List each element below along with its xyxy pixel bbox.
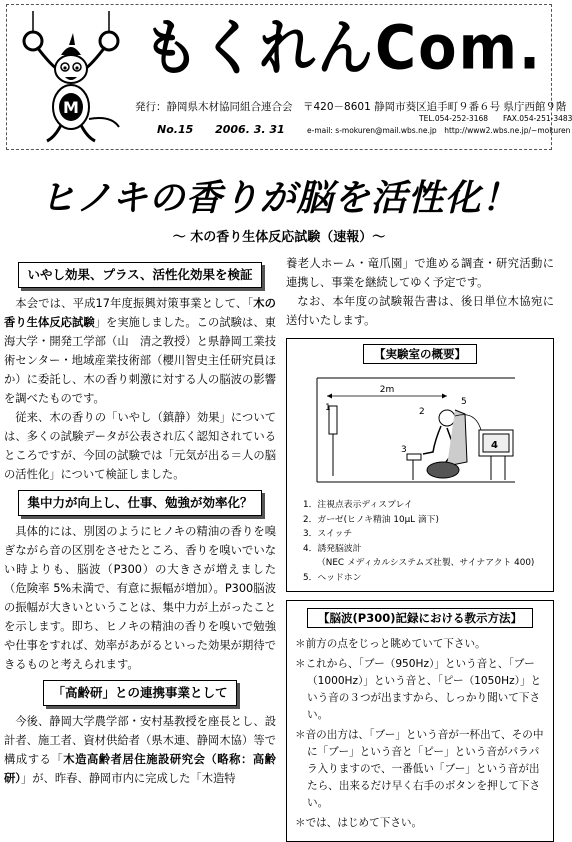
paragraph-6: なお、本年度の試験報告書は、後日単位木協宛に送付いたします。 — [286, 295, 554, 327]
instructions-title-wrap — [295, 609, 545, 628]
paragraph-4-text-c: 」が、昨春、静岡市内に完成した「木造特 — [20, 772, 236, 785]
paragraph-4-text-a: 今後、静岡大学農学部・安村基教授を座長とし、設計者、施工者、資材供給者（県木連、静岡木協）等で構成する「 — [4, 715, 276, 766]
instructions-title: 【脳波(P300)記録における教示方法】 — [307, 608, 533, 628]
paragraph-1-bold: 木の香り生体反応試験 — [4, 297, 276, 329]
paragraph-2: 従来、木の香りの「いやし（鎮静）効果」については、多くの試験データが公表され広く認知されているところですが、今回の試験では「元気が出る＝人の脳の活性化」について検証しました。 — [4, 411, 276, 481]
legend-item-2: 2．ガーゼ(ヒノキ精油 10μL 滴下) — [303, 514, 439, 525]
masthead — [6, 4, 572, 150]
paragraph-3: 具体的には、別図のようにヒノキの精油の香りを嗅ぎながら音の区別をさせたところ、香りを嗅いでいない時よりも、脳波（P300）の大きさが増えました（危険率 5%未満で、有意に振幅が増加）。P300脳波の振幅が大きいということは、集中力が上がったことを示します。即ち、ヒノキの精油の香りを嗅いで勉強や仕事をすれば、効率があがるといった効果が期待できるものと考えられます。 — [4, 525, 276, 671]
mascot-letter: M — [63, 98, 79, 117]
tel-fax: TEL.054-252-3168 FAX.054-251-3483 — [419, 114, 572, 123]
paragraph-1-text-c: 」を実施しました。この試験は、東海大学・開発工学部（山 清之教授）と県静岡工業技術センター・地域産業技術部（櫻川智史主任研究員ほか）に委託し、木の香り刺激に対する人の脳波の影響を調べたものです。 — [4, 316, 276, 405]
instruction-item: ＊前方の点をじっと眺めていて下さい。 — [295, 638, 486, 650]
section-heading-2: 集中力が向上し、仕事、勉強が効率化？ — [18, 490, 261, 516]
issue-info — [157, 123, 303, 136]
instruction-item: ＊これから、「ブー（950Hz）」という音と、「ブー（1000Hz）」という音と、「ピー（1050Hz）」という音の３つが出ますから、しっかり聞いて下さい。 — [295, 658, 542, 721]
paragraph-1-text-a: 本会では、平成17年度振興対策事業として、「 — [15, 297, 254, 310]
publisher-info: 発行：静岡県木材協同組合連合会 〒420－8601 静岡市葵区追手町９番６号 県庁西館９階 — [135, 101, 567, 113]
legend-item-5: 5．ヘッドホン — [303, 572, 362, 583]
paragraph-4 — [4, 712, 276, 788]
paragraph-5: 養老人ホーム・竜爪園」で進める調査・研究活動に連携し、事業を継続してゆく予定です。 — [286, 257, 554, 289]
lab-overview-box — [286, 338, 554, 592]
contact-info — [307, 113, 572, 137]
sub-headline: ～ 木の香り生体反応試験（速報）～ — [172, 230, 386, 245]
legend-item-4: 4．誘発脳波計 — [303, 543, 362, 554]
newsletter-logo: もくれんCom. — [143, 13, 543, 84]
paragraph-1 — [4, 294, 276, 408]
section-heading-1: いやし効果、プラス、活性化効果を検証 — [18, 262, 261, 288]
instructions-box — [286, 600, 554, 842]
mascot-illustration — [15, 11, 127, 145]
lab-overview-title-wrap — [295, 345, 545, 364]
diagram-num-5: 5 — [461, 397, 467, 407]
instructions-list — [295, 636, 545, 832]
diagram-num-3: 3 — [401, 445, 407, 455]
legend-item-1: 1．注視点表示ディスプレイ — [303, 500, 413, 510]
instruction-item: ＊音の出方は、「ブー」という音が一杯出て、その中に「ブー」という音と「ピー」という音がパラパラ入りますので、一番低い「ブー」という音が出たら、出来るだけ早く右手のボタンを押して下さい。 — [295, 729, 544, 809]
legend-item-3: 3．スイッチ — [303, 529, 353, 539]
diagram-legend — [295, 498, 545, 585]
email-url: e-mail: s-mokuren@mail.wbs.ne.jp http://www2.wbs.ne.jp/~mokuren — [307, 126, 571, 135]
issue-date: 2006. 3. 31 — [215, 123, 285, 136]
issue-number: No.15 — [157, 123, 194, 136]
lab-overview-title: 【実験室の概要】 — [363, 344, 477, 364]
section-heading-3: 「高齢研」との連携事業として — [43, 680, 236, 706]
instruction-item: ＊では、はじめて下さい。 — [295, 817, 423, 829]
diagram-num-1: 1 — [325, 403, 331, 413]
right-column — [286, 254, 554, 842]
diagram-num-2: 2 — [419, 407, 425, 417]
diagram-num-4: 4 — [491, 440, 498, 451]
left-column — [4, 254, 276, 788]
main-headline: ヒノキの香りが脳を活性化！ — [39, 178, 519, 219]
legend-item-4-detail: （NEC メディカルシステムズ社製、サイナアクト 400) — [317, 558, 535, 568]
paragraph-4-bold: 木造高齢者居住施設研究会（略称：高齢研） — [4, 753, 276, 785]
distance-label: 2m — [379, 385, 395, 395]
lab-setup-diagram — [315, 370, 525, 492]
